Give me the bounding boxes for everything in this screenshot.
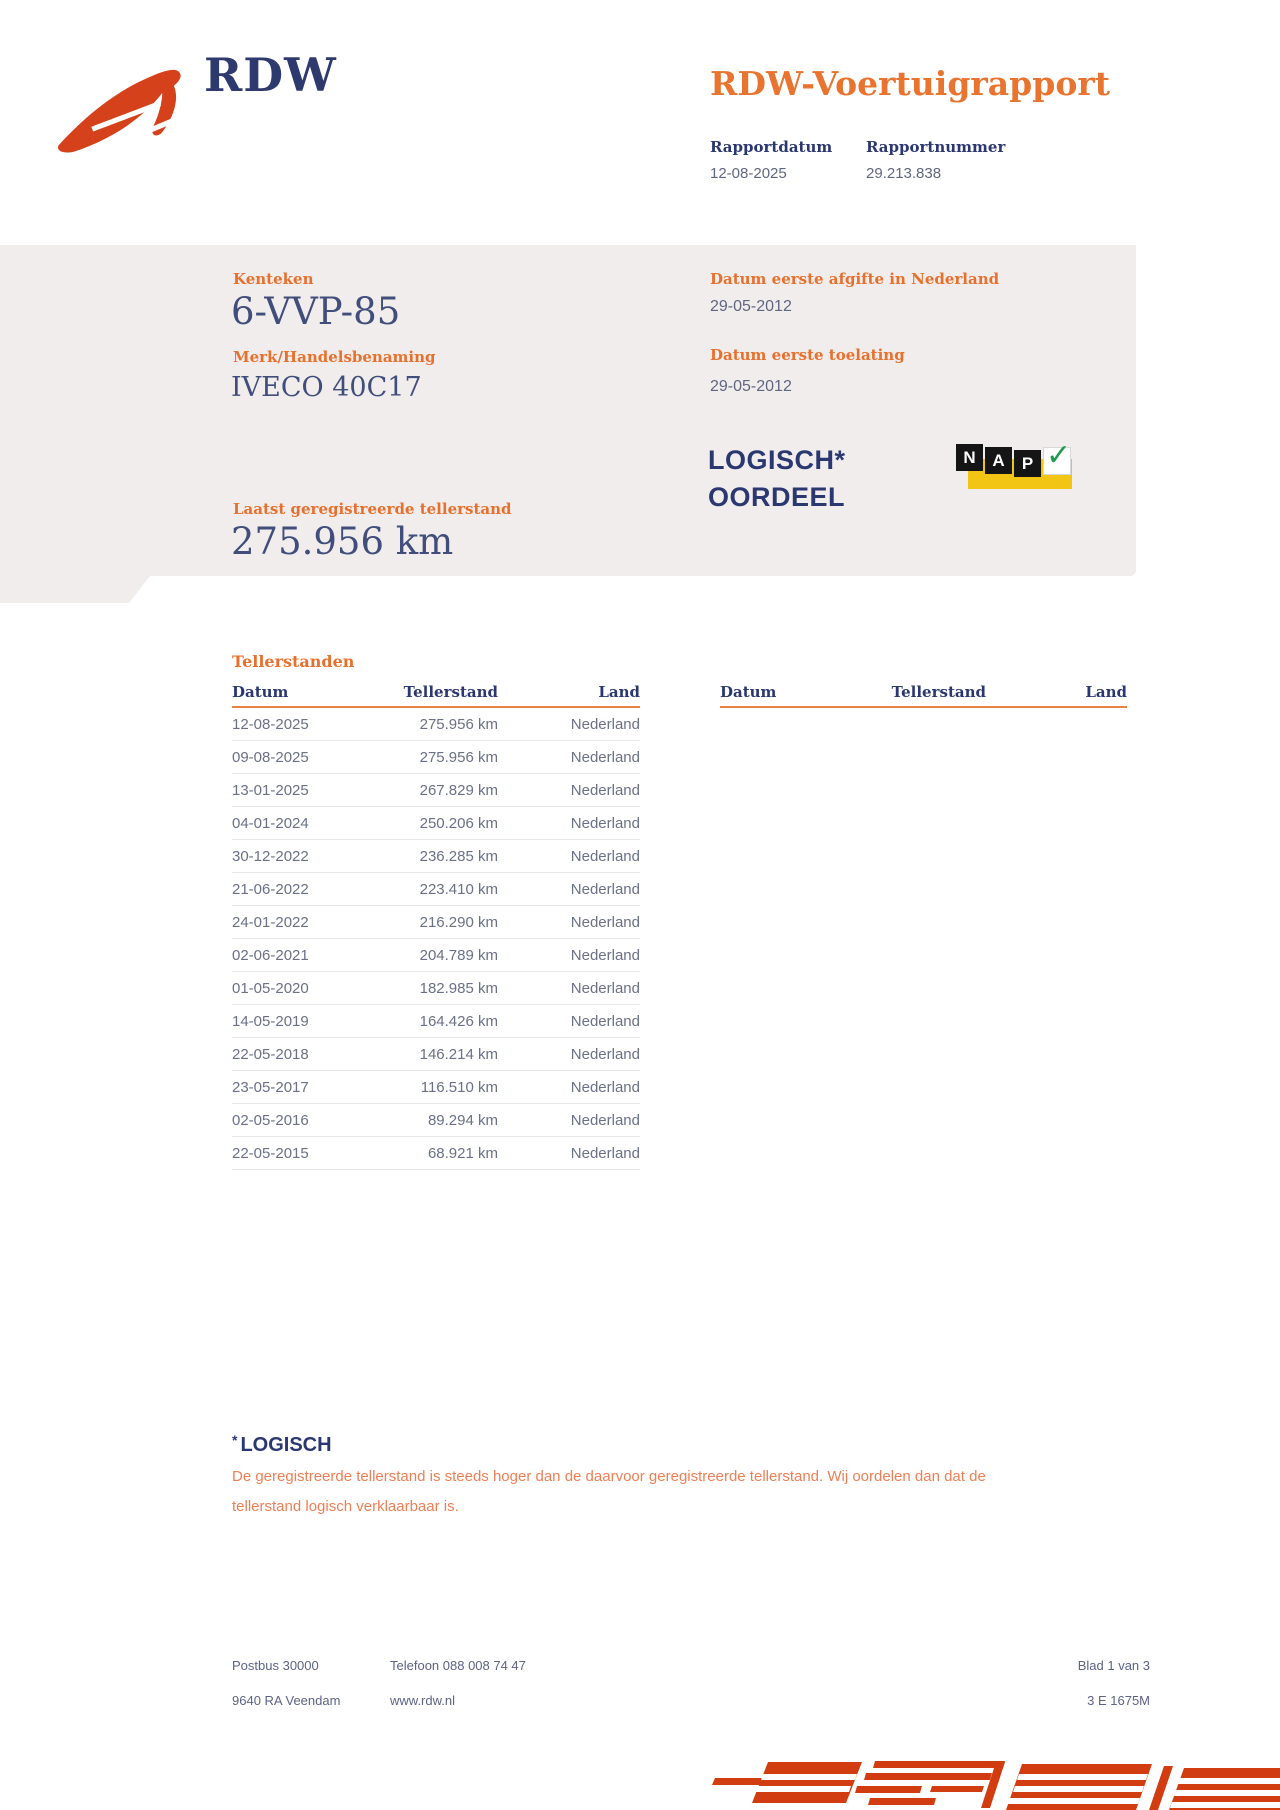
speed-stripes-icon — [700, 1756, 1280, 1810]
nap-checkmark-icon: ✓ — [1046, 439, 1072, 472]
nap-letter-p: P — [1014, 450, 1041, 477]
cell-datum: 21-06-2022 — [232, 880, 309, 898]
table-row — [232, 1038, 640, 1071]
tellerstanden-table-right — [720, 680, 1127, 708]
cell-tellerstand: 68.921 km — [427, 1144, 498, 1162]
cell-tellerstand: 146.214 km — [419, 1045, 498, 1063]
cell-land: Nederland — [570, 781, 640, 799]
cell-tellerstand: 236.285 km — [419, 847, 498, 865]
vehicle-summary-panel — [0, 245, 1136, 576]
table-row — [232, 873, 640, 906]
column-header-datum: Datum — [232, 683, 289, 701]
table-row — [232, 1137, 640, 1170]
cell-datum: 24-01-2022 — [232, 913, 309, 931]
cell-land: Nederland — [570, 1078, 640, 1096]
oordeel-line1: LOGISCH* — [708, 445, 846, 475]
cell-land: Nederland — [570, 847, 640, 865]
table-row — [232, 1071, 640, 1104]
cell-datum: 22-05-2015 — [232, 1144, 309, 1162]
cell-land: Nederland — [570, 1111, 640, 1129]
report-date-label: Rapportdatum — [710, 138, 833, 156]
cell-land: Nederland — [570, 880, 640, 898]
rdw-feather-logo-icon — [55, 50, 185, 160]
footer-website: www.rdw.nl — [390, 1693, 456, 1708]
oordeel-text — [708, 442, 846, 516]
column-header-tellerstand: Tellerstand — [403, 683, 498, 701]
cell-tellerstand: 275.956 km — [419, 748, 498, 766]
cell-datum: 23-05-2017 — [232, 1078, 309, 1096]
table-row — [232, 939, 640, 972]
table-row — [232, 1005, 640, 1038]
report-number-label: Rapportnummer — [866, 138, 1006, 156]
cell-datum: 13-01-2025 — [232, 781, 309, 799]
table-row — [232, 1104, 640, 1137]
cell-tellerstand: 116.510 km — [420, 1078, 498, 1096]
cell-tellerstand: 275.956 km — [419, 715, 498, 733]
toelating-value: 29-05-2012 — [710, 378, 792, 395]
logisch-heading — [232, 1432, 332, 1457]
footer-form-code: 3 E 1675M — [1087, 1693, 1150, 1708]
cell-land: Nederland — [570, 814, 640, 832]
tellerstanden-section-title: Tellerstanden — [232, 652, 355, 671]
cell-land: Nederland — [570, 1012, 640, 1030]
kenteken-label: Kenteken — [233, 270, 314, 288]
table-row — [232, 774, 640, 807]
cell-tellerstand: 89.294 km — [427, 1111, 498, 1129]
table-row — [232, 972, 640, 1005]
column-header-land: Land — [598, 683, 640, 701]
footer-page-number: Blad 1 van 3 — [1077, 1658, 1150, 1673]
cell-datum: 30-12-2022 — [232, 847, 309, 865]
footer-address-line1: Postbus 30000 — [232, 1658, 319, 1673]
afgifte-value: 29-05-2012 — [710, 298, 792, 315]
cell-land: Nederland — [570, 715, 640, 733]
logisch-heading-text: LOGISCH — [240, 1434, 332, 1456]
merk-label: Merk/Handelsbenaming — [233, 348, 436, 366]
nap-letter-a: A — [985, 447, 1012, 474]
cell-datum: 14-05-2019 — [232, 1012, 309, 1030]
cell-datum: 09-08-2025 — [232, 748, 309, 766]
report-date-value: 12-08-2025 — [710, 165, 787, 182]
cell-land: Nederland — [570, 979, 640, 997]
table-row — [232, 708, 640, 741]
nap-check-tile — [1043, 439, 1072, 475]
cell-datum: 02-05-2016 — [232, 1111, 309, 1129]
cell-tellerstand: 250.206 km — [419, 814, 498, 832]
vehicle-summary-panel-tab — [0, 576, 150, 603]
cell-land: Nederland — [570, 1045, 640, 1063]
rdw-logo-text: RDW — [204, 48, 337, 102]
merk-value: IVECO 40C17 — [231, 372, 422, 403]
cell-land: Nederland — [570, 946, 640, 964]
afgifte-label: Datum eerste afgifte in Nederland — [710, 270, 1000, 288]
column-header-tellerstand: Tellerstand — [891, 683, 986, 701]
oordeel-line2: OORDEEL — [708, 482, 846, 512]
logisch-explanation-text: De geregistreerde tellerstand is steeds hoger dan de daarvoor geregistreerde tellerstand. Wij oordelen dan dat de tellerstand logisch verklaarbaar is. — [232, 1468, 986, 1515]
tellerstanden-table-left — [232, 680, 640, 1170]
cell-datum: 22-05-2018 — [232, 1045, 309, 1063]
cell-tellerstand: 223.410 km — [419, 880, 498, 898]
cell-datum: 02-06-2021 — [232, 946, 309, 964]
toelating-label: Datum eerste toelating — [710, 346, 905, 364]
footer-phone: Telefoon 088 008 74 47 — [390, 1658, 526, 1673]
table-header-row — [232, 680, 640, 708]
cell-tellerstand: 267.829 km — [419, 781, 498, 799]
cell-datum: 12-08-2025 — [232, 715, 309, 733]
nap-logo-icon — [956, 439, 1076, 491]
cell-datum: 01-05-2020 — [232, 979, 309, 997]
cell-tellerstand: 216.290 km — [419, 913, 498, 931]
cell-land: Nederland — [570, 913, 640, 931]
cell-land: Nederland — [570, 748, 640, 766]
table-row — [232, 906, 640, 939]
footer-address-line2: 9640 RA Veendam — [232, 1693, 341, 1708]
laatste-tellerstand-value: 275.956 km — [231, 520, 454, 563]
cell-land: Nederland — [570, 1144, 640, 1162]
column-header-land: Land — [1085, 683, 1127, 701]
table-row — [232, 741, 640, 774]
laatste-tellerstand-label: Laatst geregistreerde tellerstand — [233, 500, 512, 518]
column-header-datum: Datum — [720, 683, 777, 701]
cell-tellerstand: 182.985 km — [419, 979, 498, 997]
kenteken-value: 6-VVP-85 — [231, 290, 401, 333]
cell-datum: 04-01-2024 — [232, 814, 309, 832]
logisch-heading-star: * — [232, 1432, 238, 1448]
nap-letter-n: N — [956, 444, 983, 471]
page-title: RDW-Voertuigrapport — [710, 64, 1110, 103]
cell-tellerstand: 204.789 km — [419, 946, 498, 964]
table-row — [232, 840, 640, 873]
cell-tellerstand: 164.426 km — [419, 1012, 498, 1030]
report-number-value: 29.213.838 — [866, 165, 942, 182]
table-row — [232, 807, 640, 840]
table-header-row — [720, 680, 1127, 708]
